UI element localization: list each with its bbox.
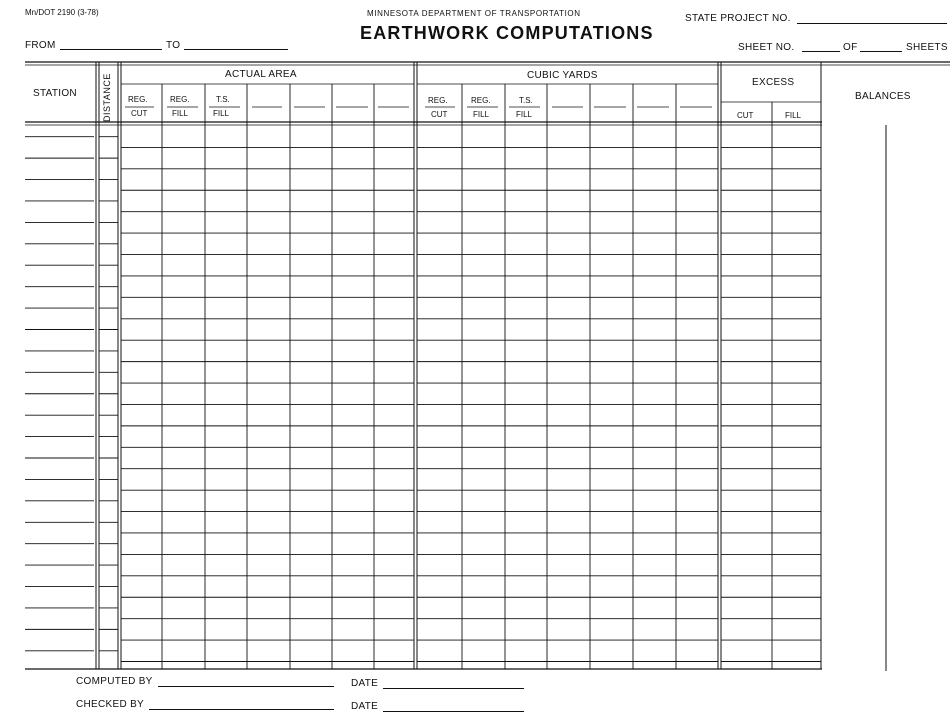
- checked-date-label: DATE: [351, 701, 379, 712]
- area-reg-cut-top: REG.: [128, 95, 148, 104]
- area-ts-fill-bottom: FILL: [213, 109, 230, 118]
- cy-reg-cut-bottom: CUT: [431, 110, 448, 119]
- checked-by-field[interactable]: [149, 709, 334, 710]
- state-project-label: STATE PROJECT NO.: [685, 13, 791, 24]
- form-number: Mn/DOT 2190 (3-78): [25, 8, 99, 17]
- agency-name: MINNESOTA DEPARTMENT OF TRANSPORTATION: [367, 9, 581, 18]
- cy-reg-cut-top: REG.: [428, 96, 448, 105]
- distance-header: DISTANCE: [102, 73, 112, 122]
- sheet-no-label: SHEET NO.: [738, 42, 795, 53]
- area-ts-fill-top: T.S.: [216, 95, 230, 104]
- actual-area-header: ACTUAL AREA: [225, 69, 297, 80]
- cubic-yards-header: CUBIC YARDS: [527, 70, 598, 81]
- page-title: EARTHWORK COMPUTATIONS: [360, 23, 654, 43]
- of-label: OF: [843, 42, 858, 53]
- sheets-label: SHEETS: [906, 42, 948, 53]
- checked-by-label: CHECKED BY: [76, 699, 145, 710]
- cy-reg-fill-top: REG.: [471, 96, 491, 105]
- area-reg-fill-top: REG.: [170, 95, 190, 104]
- balances-header: BALANCES: [855, 91, 911, 102]
- cy-ts-fill-bottom: FILL: [516, 110, 533, 119]
- cy-reg-fill-bottom: FILL: [473, 110, 490, 119]
- computed-date-label: DATE: [351, 678, 379, 689]
- excess-fill-header: FILL: [785, 111, 802, 120]
- from-label: FROM: [25, 40, 56, 51]
- area-reg-cut-bottom: CUT: [131, 109, 148, 118]
- computed-by-label: COMPUTED BY: [76, 676, 153, 687]
- excess-header: EXCESS: [752, 77, 795, 88]
- cy-ts-fill-top: T.S.: [519, 96, 533, 105]
- checked-date-field[interactable]: [383, 711, 524, 712]
- area-reg-fill-bottom: FILL: [172, 109, 189, 118]
- computed-date-field[interactable]: [383, 688, 524, 689]
- to-label: TO: [166, 40, 181, 51]
- excess-cut-header: CUT: [737, 111, 754, 120]
- station-header: STATION: [33, 88, 77, 99]
- computed-by-field[interactable]: [158, 686, 334, 687]
